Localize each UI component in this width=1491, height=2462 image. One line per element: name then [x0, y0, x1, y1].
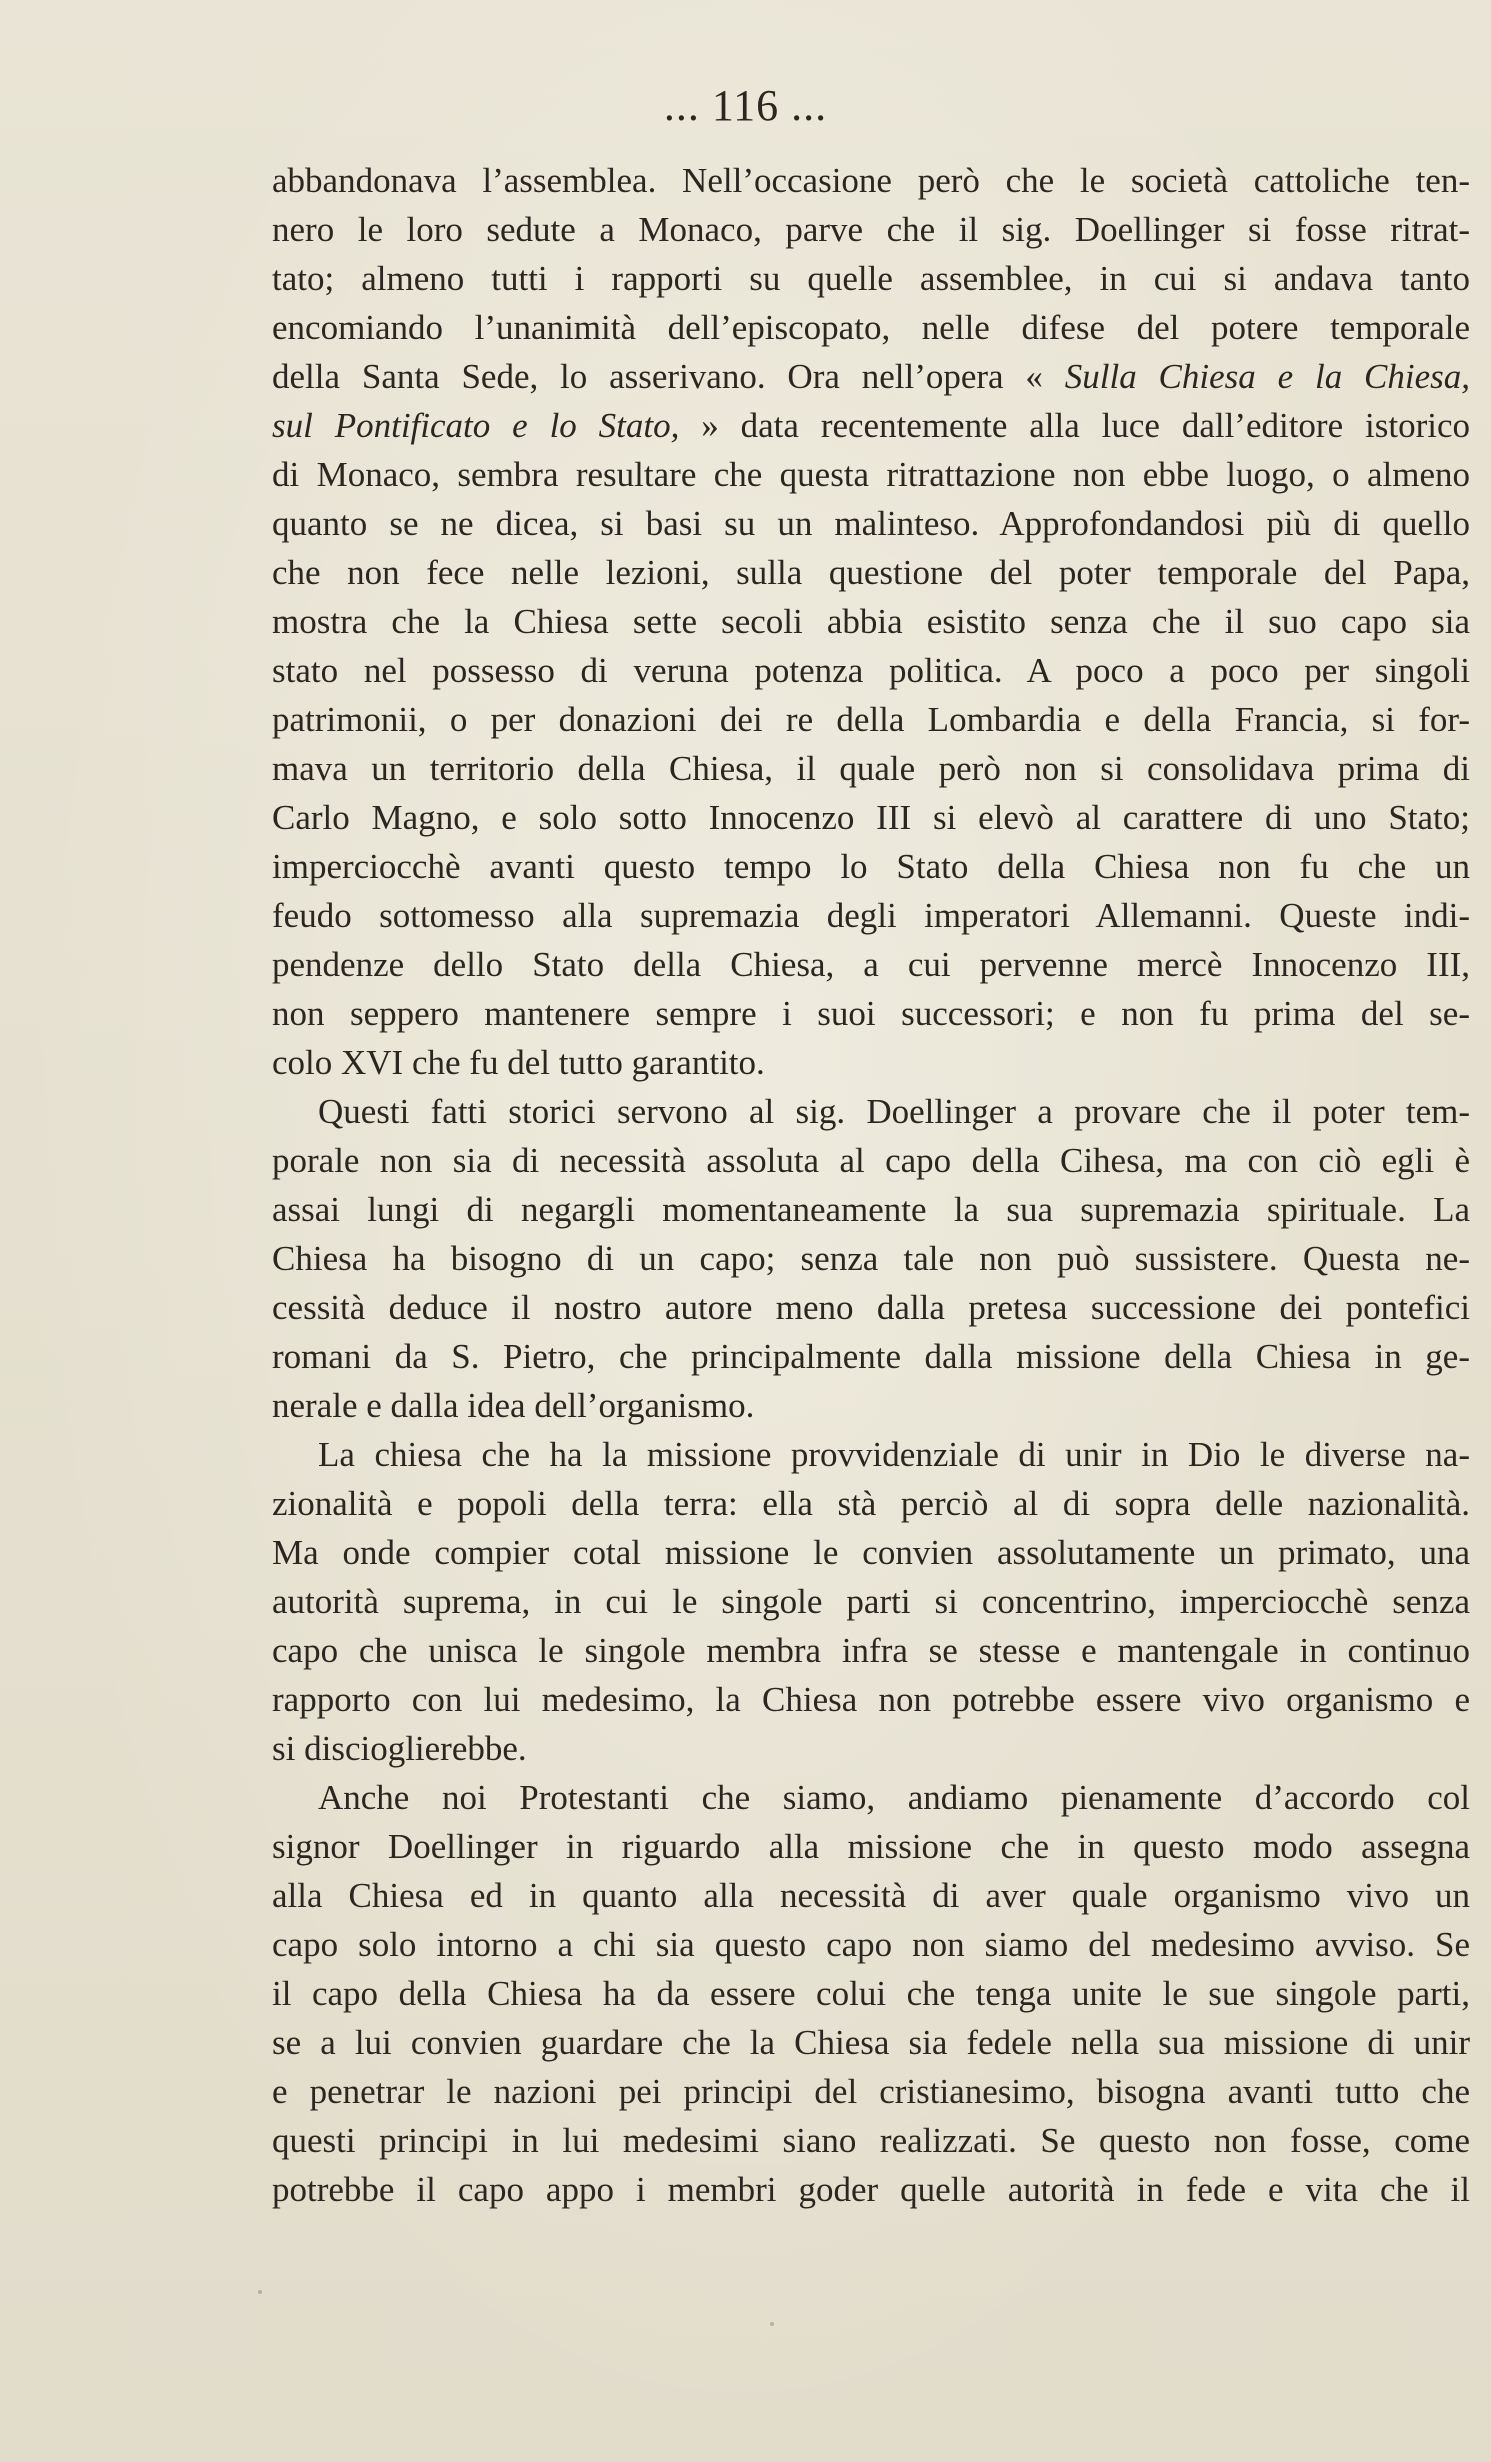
text-line: romani da S. Pietro, che principalmente dalla missione della Chiesa in ge-	[272, 1337, 1470, 1376]
text-line: potrebbe il capo appo i membri goder quelle autorità in fede e vita che il	[272, 2170, 1470, 2209]
text-line: rapporto con lui medesimo, la Chiesa non potrebbe essere vivo organismo e	[272, 1680, 1470, 1719]
text-line: sul Pontificato e lo Stato, » data recentemente alla luce dall’editore istorico	[272, 406, 1470, 445]
paragraph	[272, 1087, 1470, 1430]
text-line: Carlo Magno, e solo sotto Innocenzo III si elevò al carattere di uno Stato;	[272, 798, 1470, 837]
scan-speck	[770, 2322, 774, 2326]
text-line: capo solo intorno a chi sia questo capo non siamo del medesimo avviso. Se	[272, 1925, 1470, 1964]
paragraph	[272, 156, 1470, 1087]
text-line: zionalità e popoli della terra: ella stà perciò al di sopra delle nazionalità.	[272, 1484, 1470, 1523]
text-line: nerale e dalla idea dell’organismo.	[272, 1386, 755, 1425]
text-line: imperciocchè avanti questo tempo lo Stato della Chiesa non fu che un	[272, 847, 1470, 886]
text-line: abbandonava l’assemblea. Nell’occasione però che le società cattoliche ten-	[272, 161, 1470, 200]
text-line: stato nel possesso di veruna potenza politica. A poco a poco per singoli	[272, 651, 1470, 690]
text-line: signor Doellinger in riguardo alla missione che in questo modo assegna	[272, 1827, 1470, 1866]
text-line: alla Chiesa ed in quanto alla necessità di aver quale organismo vivo un	[272, 1876, 1470, 1915]
text-line: Ma onde compier cotal missione le convien assolutamente un primato, una	[272, 1533, 1470, 1572]
text-line: quanto se ne dicea, si basi su un malinteso. Approfondandosi più di quello	[272, 504, 1470, 543]
text-line: di Monaco, sembra resultare che questa ritrattazione non ebbe luogo, o almeno	[272, 455, 1470, 494]
text-line: mostra che la Chiesa sette secoli abbia esistito senza che il suo capo sia	[272, 602, 1470, 641]
text-line: mava un territorio della Chiesa, il quale però non si consolidava prima di	[272, 749, 1470, 788]
text-line: nero le loro sedute a Monaco, parve che il sig. Doellinger si fosse ritrat-	[272, 210, 1470, 249]
text-line: pendenze dello Stato della Chiesa, a cui pervenne mercè Innocenzo III,	[272, 945, 1470, 984]
paragraph	[272, 1773, 1470, 2214]
page-number: ... 116 ...	[663, 81, 828, 130]
text-line: cessità deduce il nostro autore meno dalla pretesa successione dei pontefici	[272, 1288, 1470, 1327]
italic-title: Sulla Chiesa e la Chiesa,	[1064, 357, 1471, 396]
text-line: si discioglierebbe.	[272, 1729, 527, 1768]
text-line: se a lui convien guardare che la Chiesa sia fedele nella sua missione di unir	[272, 2023, 1470, 2062]
text-line: questi principi in lui medesimi siano realizzati. Se questo non fosse, come	[272, 2121, 1470, 2160]
text-line: porale non sia di necessità assoluta al capo della Cihesa, ma con ciò egli è	[272, 1141, 1470, 1180]
text-line: Questi fatti storici servono al sig. Doellinger a provare che il poter tem-	[318, 1092, 1470, 1131]
text-line: che non fece nelle lezioni, sulla questione del poter temporale del Papa,	[272, 553, 1470, 592]
text-line: non seppero mantenere sempre i suoi successori; e non fu prima del se-	[272, 994, 1470, 1033]
text-line: La chiesa che ha la missione provvidenziale di unir in Dio le diverse na-	[318, 1435, 1470, 1474]
text-line: colo XVI che fu del tutto garantito.	[272, 1043, 765, 1082]
text-line: Anche noi Protestanti che siamo, andiamo pienamente d’accordo col	[318, 1778, 1470, 1817]
paragraph	[272, 1430, 1470, 1773]
text-line: Chiesa ha bisogno di un capo; senza tale non può sussistere. Questa ne-	[272, 1239, 1470, 1278]
body-text	[272, 156, 1470, 2214]
text-line: della Santa Sede, lo asserivano. Ora nell’opera « Sulla Chiesa e la Chiesa,	[272, 357, 1471, 396]
scan-speck	[258, 2290, 262, 2294]
text-line: capo che unisca le singole membra infra se stesse e mantengale in continuo	[272, 1631, 1470, 1670]
text-line: feudo sottomesso alla supremazia degli imperatori Allemanni. Queste indi-	[272, 896, 1470, 935]
text-line: assai lungi di negargli momentaneamente la sua supremazia spirituale. La	[272, 1190, 1470, 1229]
text-line: autorità suprema, in cui le singole parti si concentrino, imperciocchè senza	[272, 1582, 1470, 1621]
text-line: patrimonii, o per donazioni dei re della Lombardia e della Francia, si for-	[272, 700, 1470, 739]
text-line: tato; almeno tutti i rapporti su quelle assemblee, in cui si andava tanto	[272, 259, 1470, 298]
text-line: e penetrar le nazioni pei principi del cristianesimo, bisogna avanti tutto che	[272, 2072, 1470, 2111]
text-line: il capo della Chiesa ha da essere colui che tenga unite le sue singole parti,	[272, 1974, 1470, 2013]
text-line: encomiando l’unanimità dell’episcopato, nelle difese del potere temporale	[272, 308, 1470, 347]
italic-title: sul Pontificato e lo Stato,	[272, 406, 680, 445]
